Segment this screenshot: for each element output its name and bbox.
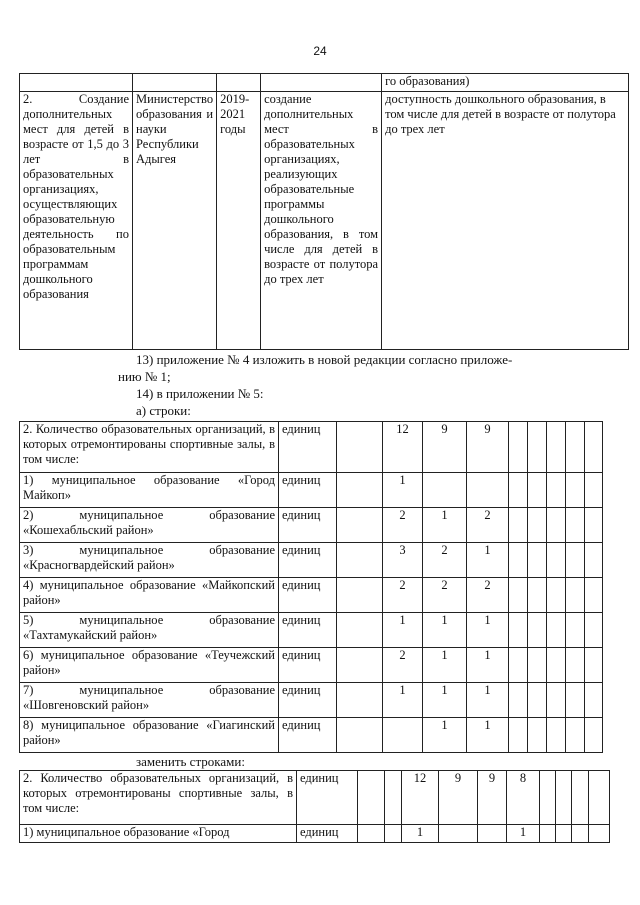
table-cell <box>528 648 547 683</box>
table-cell: 1 <box>423 648 467 683</box>
table-cell: 2 <box>423 578 467 613</box>
table-cell: единиц <box>279 648 337 683</box>
table-cell <box>566 422 585 473</box>
table-cell: 1 <box>467 648 509 683</box>
paragraph-14: 14) в приложении № 5: <box>136 386 264 401</box>
table-cell <box>556 825 572 843</box>
paragraph-replace: заменить строками: <box>136 754 245 769</box>
table-row <box>20 543 603 578</box>
table-cell: единиц <box>279 578 337 613</box>
table-cell <box>423 473 467 508</box>
table-cell <box>358 825 385 843</box>
table-cell: 1 <box>423 683 467 718</box>
table-cell <box>540 771 556 825</box>
table-cell: 8 <box>507 771 540 825</box>
table-cell <box>572 825 589 843</box>
table-cell: единиц <box>279 422 337 473</box>
indicators-table-old <box>19 421 603 753</box>
table-cell <box>337 648 383 683</box>
indicators-table-new <box>19 770 610 843</box>
table-row <box>20 92 629 350</box>
table-cell <box>566 648 585 683</box>
table-cell: 2. Создание дополнительных мест для детей в возрасте от 1,5 до 3 лет в образовательных организациях, осуществляющих образовательную деятельность по образовательным программам дошкольного образования <box>20 92 133 350</box>
table-cell: 5) муниципальное образование «Тахтамукайский район» <box>20 613 279 648</box>
table-cell: 2 <box>423 543 467 578</box>
table-cell: 1 <box>402 825 439 843</box>
table-cell: 1) муниципальное образование «Город Майкоп» <box>20 473 279 508</box>
table-cell: доступность дошкольного образования, в том числе для детей в возрасте от полутора до трех лет <box>382 92 629 350</box>
table-cell <box>547 543 566 578</box>
table-cell <box>585 473 603 508</box>
table-cell <box>528 613 547 648</box>
table-cell <box>509 422 528 473</box>
table-row <box>20 74 629 92</box>
table-cell: единиц <box>279 543 337 578</box>
table-row <box>20 578 603 613</box>
table-cell <box>509 648 528 683</box>
table-cell <box>337 683 383 718</box>
table-cell: 1 <box>467 718 509 753</box>
table-cell <box>566 473 585 508</box>
table-cell: единиц <box>279 613 337 648</box>
table-cell <box>566 683 585 718</box>
table-cell: 2. Количество образовательных организаций, в которых отремонтированы спортивные залы, в том числе: <box>20 422 279 473</box>
table-cell: 3 <box>383 543 423 578</box>
table-cell: единиц <box>279 473 337 508</box>
table-cell: 6) муниципальное образование «Теучежский район» <box>20 648 279 683</box>
table-cell <box>566 613 585 648</box>
table-cell <box>566 543 585 578</box>
table-cell: 9 <box>478 771 507 825</box>
table-cell: 3) муниципальное образование «Красногвардейский район» <box>20 543 279 578</box>
table-cell <box>509 578 528 613</box>
table-cell: создание дополнительных мест в образовательных организациях, реализующих образовательные программы дошкольного образования, в том числе для детей в возрасте от полутора до трех лет <box>261 92 382 350</box>
table-cell: единиц <box>279 508 337 543</box>
table-cell <box>528 473 547 508</box>
table-cell <box>358 771 385 825</box>
table-cell <box>589 771 610 825</box>
table-cell <box>566 578 585 613</box>
table-cell: 1 <box>423 718 467 753</box>
table-cell: 9 <box>423 422 467 473</box>
table-cell: 2019-2021 годы <box>217 92 261 350</box>
paragraph-13-line2: нию № 1; <box>118 369 171 384</box>
table-cell <box>337 578 383 613</box>
table-cell <box>385 771 402 825</box>
table-cell <box>585 422 603 473</box>
table-cell: 2 <box>383 648 423 683</box>
table-cell <box>528 543 547 578</box>
table-cell <box>337 422 383 473</box>
table-cell <box>467 473 509 508</box>
table-cell: 4) муниципальное образование «Майкопский район» <box>20 578 279 613</box>
table-cell <box>547 718 566 753</box>
table-cell: 1 <box>423 613 467 648</box>
table-cell <box>337 543 383 578</box>
table-cell <box>547 508 566 543</box>
table-cell: единиц <box>297 825 358 843</box>
table-cell: единиц <box>279 683 337 718</box>
table-cell <box>547 473 566 508</box>
table-cell: 1 <box>467 683 509 718</box>
table-row <box>20 508 603 543</box>
table-cell: 1 <box>507 825 540 843</box>
table-cell <box>528 683 547 718</box>
table-cell <box>385 825 402 843</box>
table-cell <box>528 422 547 473</box>
table-cell: единиц <box>297 771 358 825</box>
table-cell <box>337 473 383 508</box>
table-row <box>20 613 603 648</box>
table-cell: 1 <box>467 613 509 648</box>
table-cell: 1 <box>383 683 423 718</box>
table-cell: 2) муниципальное образование «Кошехабльский район» <box>20 508 279 543</box>
table-cell: 7) муниципальное образование «Шовгеновский район» <box>20 683 279 718</box>
table-cell <box>509 543 528 578</box>
table-cell: 1 <box>383 613 423 648</box>
table-cell <box>337 508 383 543</box>
table-cell: 12 <box>402 771 439 825</box>
table-cell: 2. Количество образовательных организаций, в которых отремонтированы спортивные залы, в том числе: <box>20 771 297 825</box>
table-row <box>20 825 610 843</box>
table-cell: единиц <box>279 718 337 753</box>
table-cell <box>547 683 566 718</box>
table-row <box>20 648 603 683</box>
table-cell <box>528 508 547 543</box>
table-cell: 2 <box>383 508 423 543</box>
table-row <box>20 683 603 718</box>
table-cell <box>566 508 585 543</box>
paragraph-a: а) строки: <box>136 403 191 418</box>
table-cell <box>509 508 528 543</box>
table-cell: 9 <box>439 771 478 825</box>
table-cell: 1 <box>423 508 467 543</box>
table-row <box>20 718 603 753</box>
table-cell: 2 <box>383 578 423 613</box>
table-cell <box>509 473 528 508</box>
table-cell <box>566 718 585 753</box>
table-row <box>20 473 603 508</box>
table-cell <box>572 771 589 825</box>
paragraph-13-line1: 13) приложение № 4 изложить в новой редакции согласно приложе- <box>136 352 513 367</box>
table-cell: 1) муниципальное образование «Город <box>20 825 297 843</box>
table-cell <box>509 718 528 753</box>
table-cell: 1 <box>383 473 423 508</box>
table-cell <box>528 718 547 753</box>
table-cell: 2 <box>467 508 509 543</box>
table-cell: го образования) <box>382 74 629 92</box>
measures-table <box>19 73 629 350</box>
table-row <box>20 771 610 825</box>
table-cell <box>585 508 603 543</box>
table-cell: 2 <box>467 578 509 613</box>
table-cell <box>547 578 566 613</box>
page-number: 24 <box>313 44 327 58</box>
table-cell <box>547 613 566 648</box>
table-cell <box>383 718 423 753</box>
table-cell <box>439 825 478 843</box>
table-cell <box>585 543 603 578</box>
table-cell <box>509 683 528 718</box>
table-cell <box>547 648 566 683</box>
table-cell: 9 <box>467 422 509 473</box>
table-cell: 1 <box>467 543 509 578</box>
table-cell <box>585 718 603 753</box>
table-cell: 8) муниципальное образование «Гиагинский район» <box>20 718 279 753</box>
table-cell <box>547 422 566 473</box>
table-row <box>20 422 603 473</box>
table-cell <box>478 825 507 843</box>
table-cell <box>540 825 556 843</box>
table-cell: 12 <box>383 422 423 473</box>
table-cell <box>585 578 603 613</box>
table-cell <box>585 648 603 683</box>
table-cell <box>528 578 547 613</box>
table-cell <box>556 771 572 825</box>
table-cell <box>337 718 383 753</box>
table-cell: Министерство образования и науки Республики Адыгея <box>133 92 217 350</box>
table-cell <box>585 613 603 648</box>
table-cell <box>337 613 383 648</box>
table-cell <box>589 825 610 843</box>
table-cell <box>509 613 528 648</box>
table-cell <box>585 683 603 718</box>
